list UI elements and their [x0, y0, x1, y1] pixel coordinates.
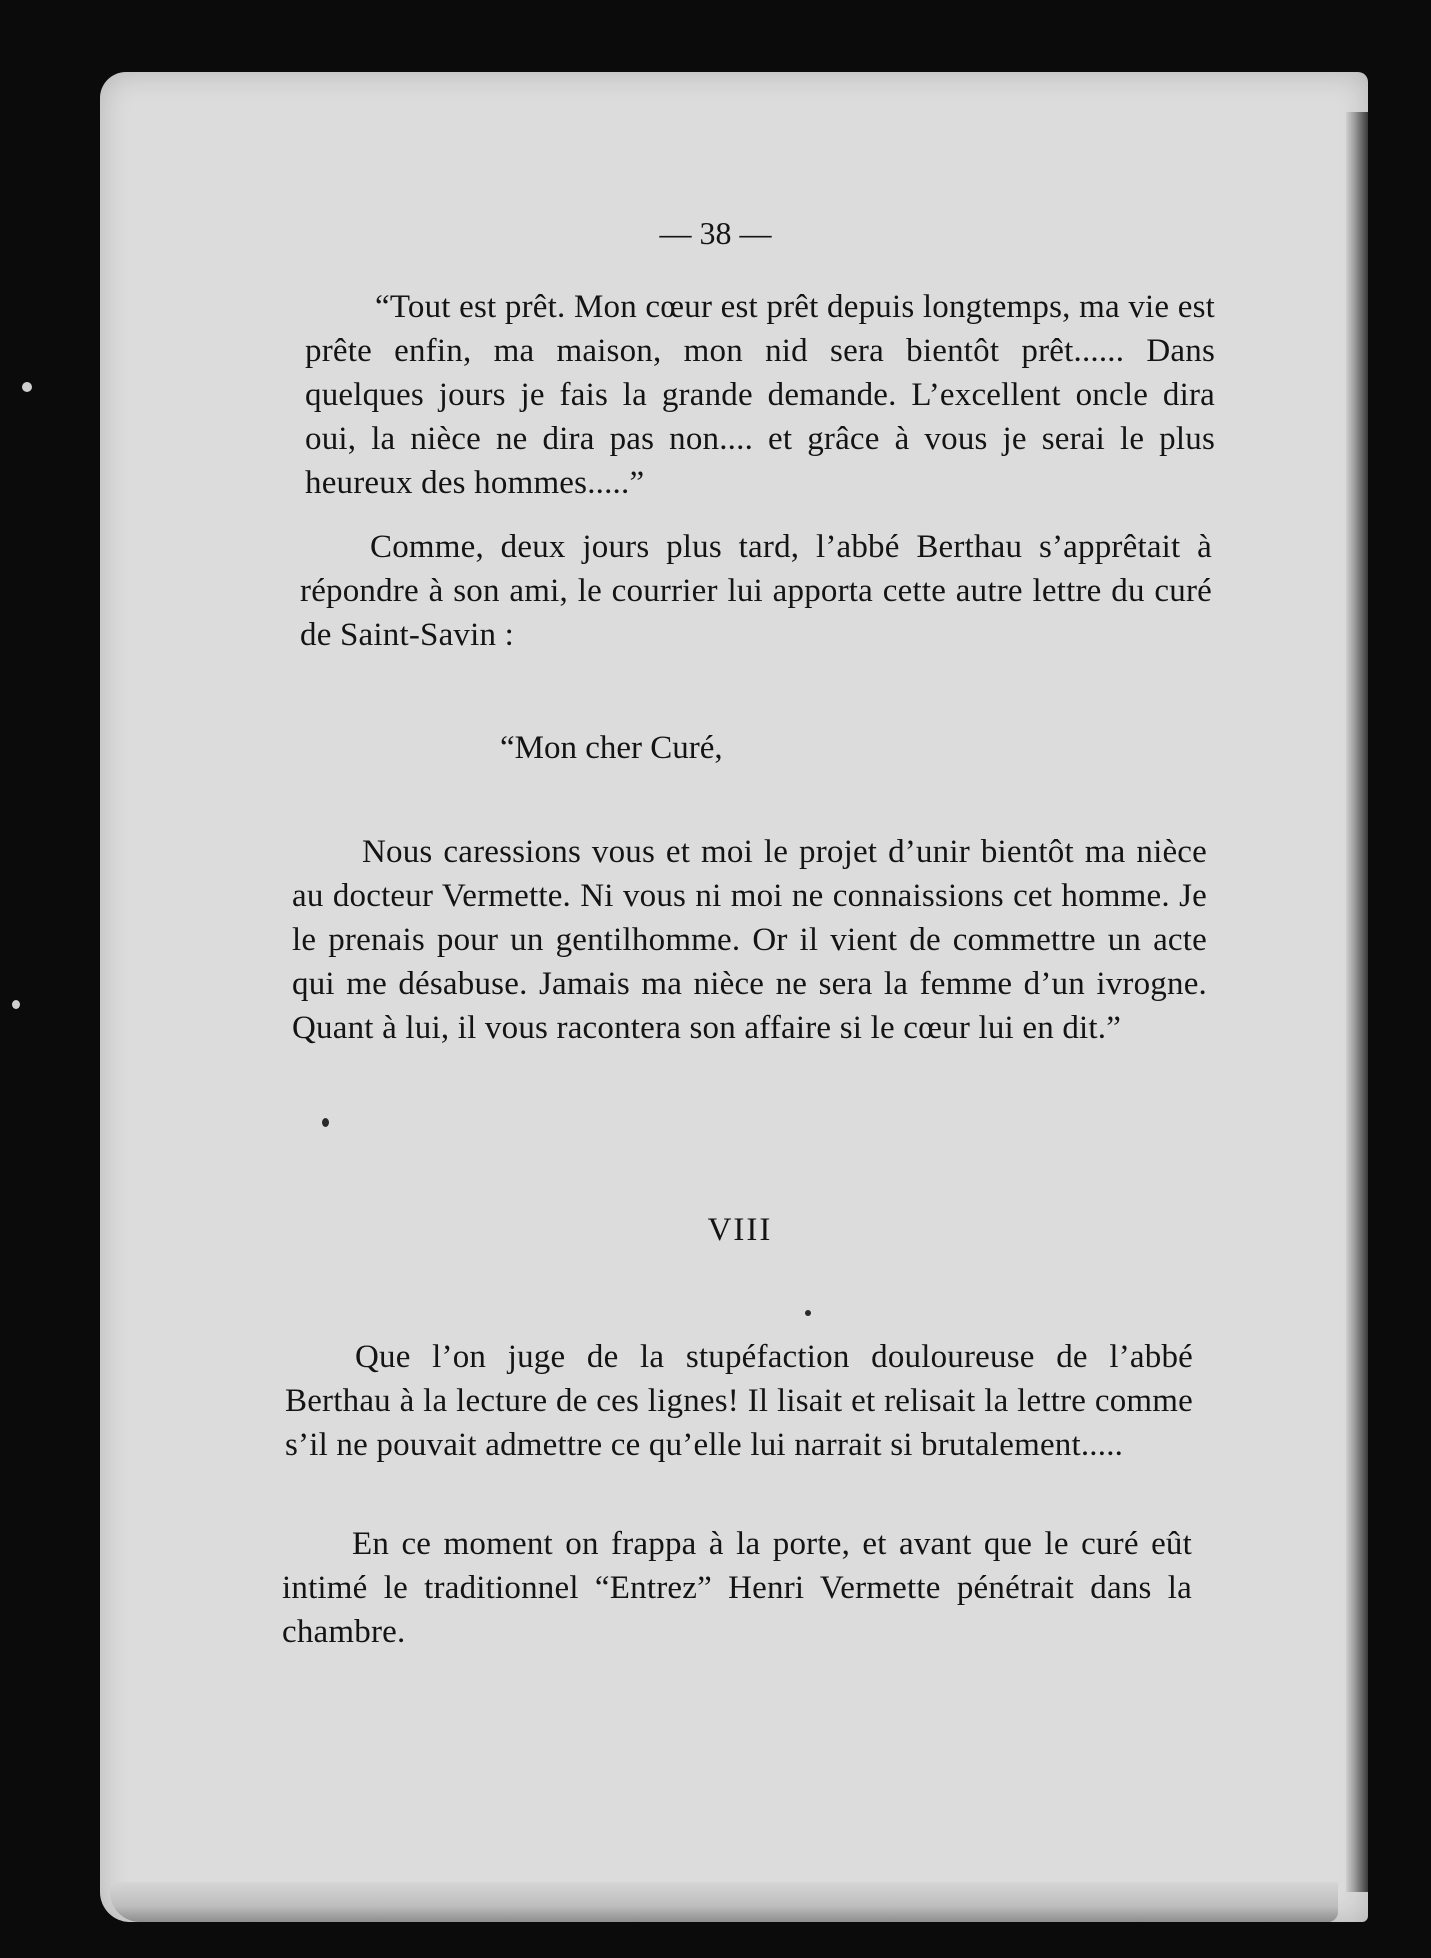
ink-speck — [22, 382, 32, 392]
page-bottom-edge — [110, 1882, 1338, 1922]
page-edge-shadow — [1346, 112, 1368, 1892]
paragraph-2: Comme, deux jours plus tard, l’abbé Berthau s’apprêtait à répondre à son ami, le courrier lui apporta cette autre lettre du curé de Saint-Savin : — [300, 529, 1212, 653]
paragraph-narration — [300, 525, 1212, 657]
paragraph-3: Nous caressions vous et moi le projet d’unir bientôt ma nièce au docteur Vermette. Ni vous ni moi ne connaissions cet homme. Je le prenais pour un gentilhomme. Or il vient de commettre un acte qui me désabuse. Jamais ma nièce ne sera la femme d’un ivrogne. Quant à lui, il vous racontera son affaire si le cœur lui en dit.” — [292, 834, 1207, 1046]
ink-speck — [12, 1000, 20, 1009]
ink-speck — [805, 1310, 811, 1316]
letter-salutation: “Mon cher Curé, — [500, 730, 723, 766]
paragraph-letter-quote — [305, 285, 1215, 505]
ink-speck — [322, 1118, 329, 1127]
paragraph-4: Que l’on juge de la stupéfaction douloureuse de l’abbé Berthau à la lecture de ces lignes! Il lisait et relisait la lettre comme s’il ne pouvait admettre ce qu’elle lui narrait si brutalement..... — [285, 1339, 1193, 1463]
paragraph-1: “Tout est prêt. Mon cœur est prêt depuis longtemps, ma vie est prête enfin, ma maison, mon nid sera bientôt prêt...... Dans quelques jours je fais la grande demande. L’excellent oncle dira oui, la nièce ne dira pas non.... et grâce à vous je serai le plus heureux des hommes.....” — [305, 289, 1215, 501]
paragraph-letter-body — [292, 830, 1207, 1050]
page-number: — 38 — — [659, 215, 772, 251]
paragraph-arrival — [282, 1522, 1192, 1654]
chapter-heading: VIII — [707, 1212, 773, 1248]
paragraph-5: En ce moment on frappa à la porte, et avant que le curé eût intimé le traditionnel “Entrez” Henri Vermette pénétrait dans la chambre. — [282, 1526, 1192, 1650]
paragraph-stupefaction — [285, 1335, 1193, 1467]
